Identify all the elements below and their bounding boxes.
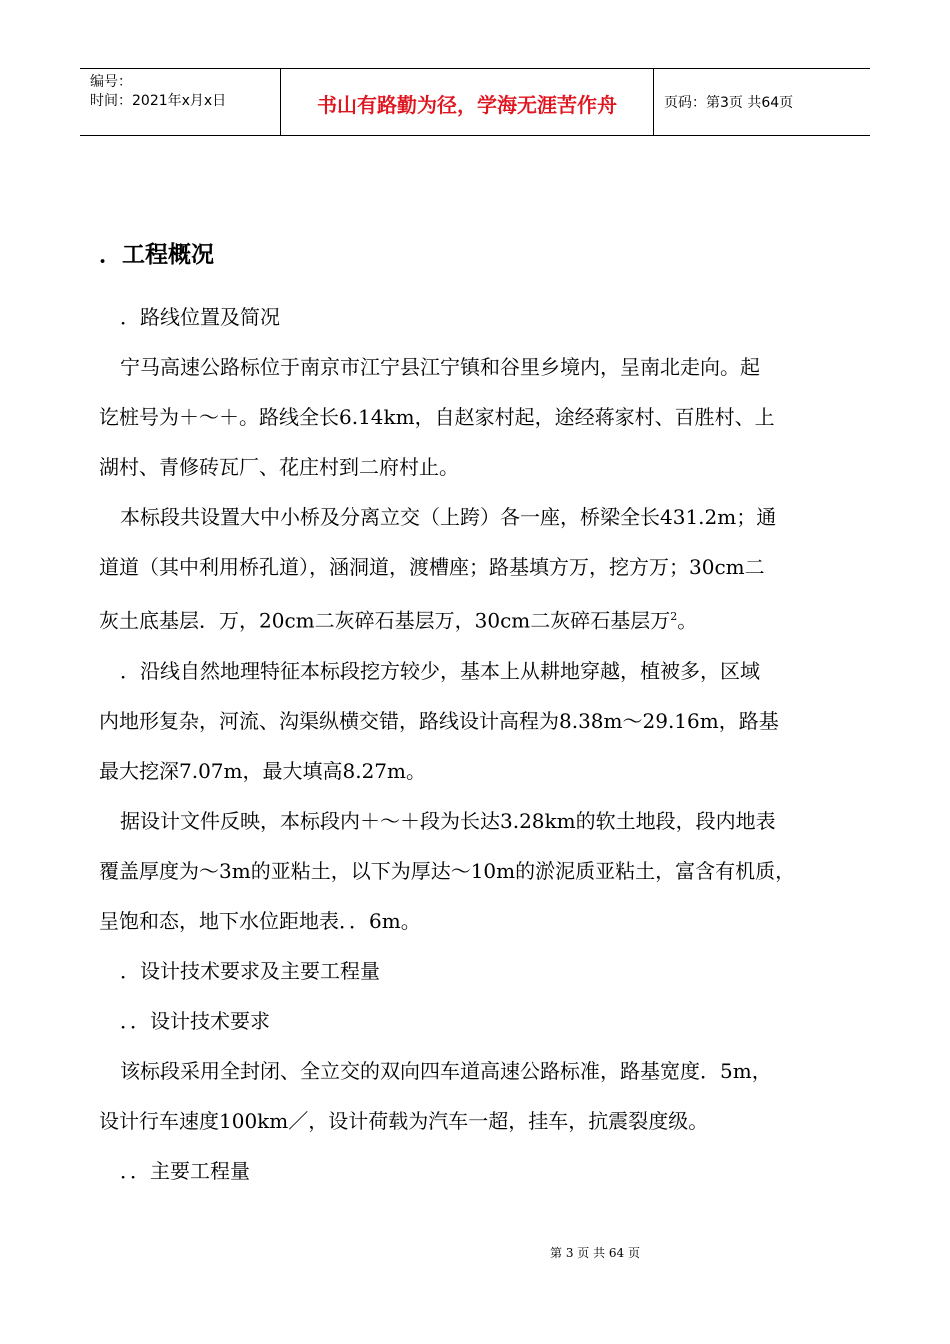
paragraph-route-overview — [99, 342, 854, 492]
document-header — [80, 68, 870, 136]
paragraph-line: 据设计文件反映，本标段内＋～＋段为长达3.28km的软土地段，段内地表 — [120, 808, 776, 833]
paragraph-line: 呈饱和态，地下水位距地表．．6m。 — [99, 908, 421, 933]
subsection-heading-tech-requirements: ．．设计技术要求 — [120, 1008, 270, 1033]
paragraph-design-standard — [99, 1046, 854, 1146]
document-body — [99, 230, 854, 1196]
paragraph-line — [99, 592, 854, 646]
document-number-label: 编号： — [90, 74, 132, 90]
subsection-heading-route: ．路线位置及简况 — [120, 305, 280, 329]
paragraph-line: 讫桩号为＋～＋。路线全长6.14km，自赵家村起，途经蒋家村、百胜村、上 — [99, 405, 775, 429]
paragraph-line: 湖村、青修砖瓦厂、花庄村到二府村止。 — [99, 455, 459, 479]
paragraph-line: 设计行车速度100km／，设计荷载为汽车一超，挂车，抗震裂度级。 — [99, 1108, 709, 1133]
subsection-heading-quantities: ．．主要工程量 — [120, 1158, 250, 1183]
line-text: 灰土底基层．万，20cm二灰碎石基层万，30cm二灰碎石基层万 — [99, 608, 671, 633]
superscript: 2 — [670, 610, 678, 623]
paragraph-line: ．沿线自然地理特征本标段挖方较少，基本上从耕地穿越，植被多，区域 — [120, 658, 760, 683]
paragraph-line: 该标段采用全封闭、全立交的双向四车道高速公路标准，路基宽度．5m， — [120, 1058, 772, 1083]
paragraph-geography — [99, 646, 854, 796]
paragraph-line: 内地形复杂，河流、沟渠纵横交错，路线设计高程为8.38m～29.16m，路基 — [99, 708, 779, 733]
page-footer: 第 3 页 共 64 页 — [550, 1246, 640, 1260]
paragraph-soft-soil — [99, 796, 854, 946]
paragraph-line: 道道（其中利用桥孔道），涵洞道，渡槽座；路基填方万，挖方万；30cm二 — [99, 555, 765, 579]
line-end: 。 — [677, 608, 698, 633]
document-date-label: 时间：2021年x月x日 — [90, 93, 227, 109]
paragraph-line: 宁马高速公路标位于南京市江宁县江宁镇和谷里乡境内，呈南北走向。起 — [120, 355, 760, 379]
section-title: ．工程概况 — [99, 242, 214, 268]
paragraph-line: 本标段共设置大中小桥及分离立交（上跨）各一座，桥梁全长431.2m；通 — [120, 505, 777, 529]
subsection-heading-design: ．设计技术要求及主要工程量 — [120, 958, 380, 983]
header-info-cell — [80, 69, 281, 135]
paragraph-structures — [99, 492, 854, 646]
header-page-number: 页码：第3页 共64页 — [664, 95, 794, 111]
paragraph-line: 覆盖厚度为～3m的亚粘土，以下为厚达～10m的淤泥质亚粘土，富含有机质， — [99, 858, 796, 883]
header-motto: 书山有路勤为径，学海无涯苦作舟 — [281, 69, 654, 135]
paragraph-line: 最大挖深7.07m，最大填高8.27m。 — [99, 758, 426, 783]
